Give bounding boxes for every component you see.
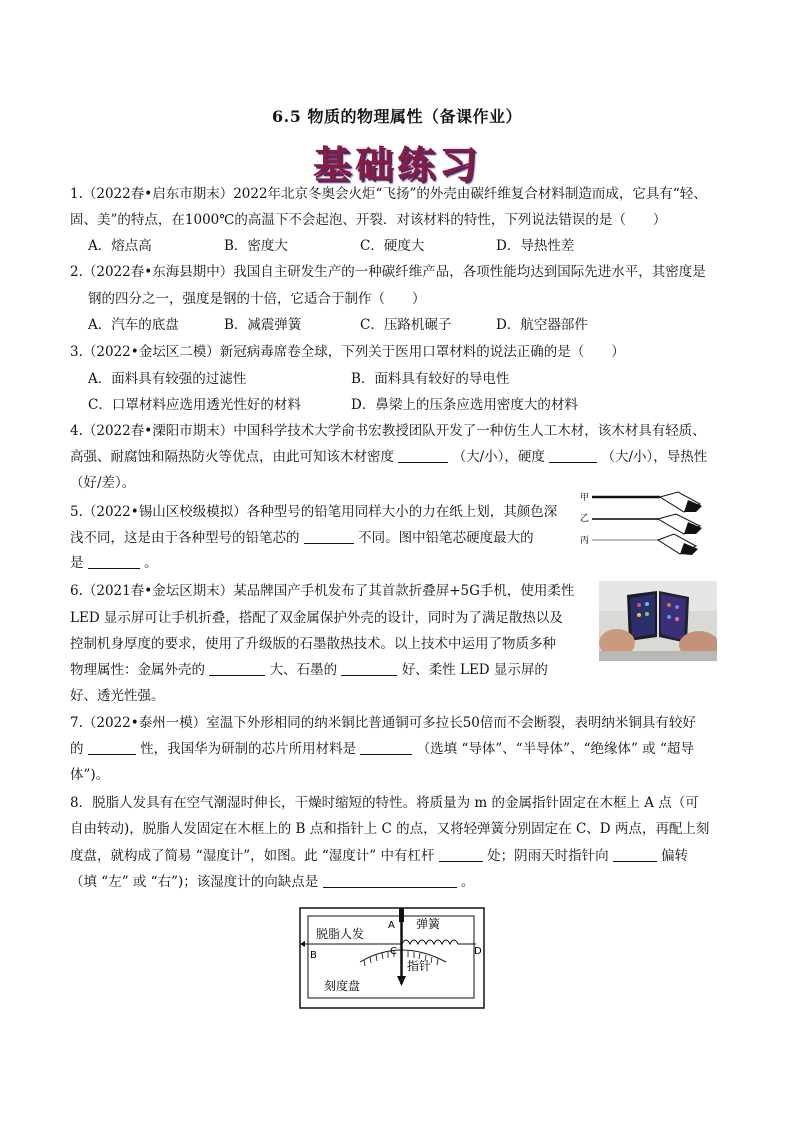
label-point-b: B xyxy=(310,950,317,961)
q3-options-row2 xyxy=(88,395,578,415)
q1-option-b[interactable]: B．密度大 xyxy=(224,238,288,254)
pencil-label-jia: 甲 xyxy=(580,493,590,503)
q3-options-row1 xyxy=(88,369,509,389)
label-pointer: 指针 xyxy=(407,959,432,973)
q2-option-d[interactable]: D．航空器部件 xyxy=(496,317,588,333)
q6-line5: 好、透光性强。 xyxy=(70,688,165,704)
q4-line2 xyxy=(70,447,707,467)
q1-option-c[interactable]: C．硬度大 xyxy=(360,238,425,254)
q5-line2 xyxy=(70,528,534,548)
q8-text-d: （填 “左” 或 “右”)；该湿度计的向缺点是 xyxy=(70,874,319,890)
q5-line1: 5.（2022•锡山区校级模拟）各种型号的铅笔用同样大小的力在纸上划，其颜色深 xyxy=(70,504,558,520)
q4-text-b: （大/小），硬度 xyxy=(452,449,545,465)
q5-blank-property[interactable] xyxy=(304,530,354,544)
q6-text-a: 物理属性：金属外壳的 xyxy=(70,662,205,678)
label-point-d: D xyxy=(474,946,482,957)
q8-line4 xyxy=(70,872,474,892)
q4-blank-density[interactable] xyxy=(398,449,448,463)
q1-line2: 固、美”的特点，在1000℃的高温下不会起泡、开裂．对该材料的特性，下列说法错误的是（ ） xyxy=(70,212,667,228)
hygrometer-diagram xyxy=(298,906,488,1010)
q8-blank-drawback[interactable] xyxy=(323,874,457,888)
pencils-figure xyxy=(578,488,718,556)
q4-line3: （好/差）。 xyxy=(70,475,136,491)
q6-line2: LED 显示屏可让手机折叠，搭配了双金属保护外壳的设计，同时为了满足散热以及 xyxy=(70,610,563,626)
pencil-label-yi: 乙 xyxy=(580,514,590,524)
pencil-yi xyxy=(592,514,702,534)
q7-blank-material[interactable] xyxy=(360,741,412,755)
q6-line4 xyxy=(70,660,548,680)
q1-option-d[interactable]: D．导热性差 xyxy=(496,238,575,254)
q1-option-a[interactable]: A．熔点高 xyxy=(88,238,152,254)
q8-blank-lever[interactable] xyxy=(439,848,483,862)
q8-blank-direction[interactable] xyxy=(613,848,657,862)
q8-line3 xyxy=(70,846,688,866)
q7-text-b: 性，我国华为研制的芯片所用材料是 xyxy=(140,741,357,757)
page-title: 6.5 物质的物理属性（备课作业） xyxy=(272,107,522,126)
q4-blank-hardness[interactable] xyxy=(549,449,597,463)
q7-line2 xyxy=(70,739,694,759)
q6-blank-graphite[interactable] xyxy=(341,662,397,676)
q8-text-c: 偏转 xyxy=(661,848,689,864)
q6-line3: 控制机身厚度的要求，使用了升级版的石墨散热技术。以上技术中运用了物质多种 xyxy=(70,636,556,652)
q5-blank-hardest[interactable] xyxy=(88,555,140,569)
q6-text-b: 大、石墨的 xyxy=(269,662,338,678)
q8-line2: 自由转动)，脱脂人发固定在木框上的 B 点和指针上 C 的点，又将轻弹簧分别固定在 C、D 两点，再配上刻 xyxy=(70,821,710,837)
label-scale: 刻度盘 xyxy=(324,979,361,993)
q8-text-b: 处；阴雨天时指针向 xyxy=(487,848,609,864)
label-spring: 弹簧 xyxy=(416,917,441,931)
q4-text-a: 高强、耐腐蚀和隔热防火等优点，由此可知该木材密度 xyxy=(70,449,394,465)
q7-blank-property[interactable] xyxy=(88,741,136,755)
q8-text-e: 。 xyxy=(460,874,475,890)
q7-text-c: （选填 “导体”、“半导体”、“绝缘体” 或 “超导 xyxy=(416,741,694,757)
q8-text-a: 度盘，就构成了简易 “湿度计”，如图。此 “湿度计” 中有杠杆 xyxy=(70,848,435,864)
q2-line1: 2.（2022春•东海县期中）我国自主研发生产的一种碳纤维产品，各项性能均达到国际先进水平，其密度是 xyxy=(70,264,706,280)
q8-line1: 8．脱脂人发具有在空气潮湿时伸长，干燥时缩短的特性。将质量为 m 的金属指针固定在木框上 A 点（可 xyxy=(70,795,699,811)
q3-option-a[interactable]: A．面料具有较强的过滤性 xyxy=(88,371,247,387)
q2-option-a[interactable]: A．汽车的底盘 xyxy=(88,317,179,333)
pencil-label-bing: 丙 xyxy=(580,536,590,546)
q3-option-b[interactable]: B．面料具有较好的导电性 xyxy=(351,371,510,387)
q2-options xyxy=(88,315,588,335)
q5-text-a: 浅不同，这是由于各种型号的铅笔芯的 xyxy=(70,530,300,546)
q5-line3 xyxy=(70,553,158,573)
section-banner: 基础练习 xyxy=(312,143,481,187)
label-point-c: C xyxy=(390,946,397,957)
q2-option-c[interactable]: C．压路机碾子 xyxy=(360,317,452,333)
pencil-bing xyxy=(592,534,698,555)
q6-text-c: 好、柔性 LED 显示屏的 xyxy=(401,662,548,678)
q6-blank-metal[interactable] xyxy=(209,662,265,676)
q7-text-a: 的 xyxy=(70,741,84,757)
pivot-a xyxy=(399,908,404,922)
label-hair: 脱脂人发 xyxy=(316,927,365,941)
q1-line1: 1.（2022春•启东市期末）2022年北京冬奥会火炬“飞扬”的外壳由碳纤维复合材料制造而成，它具有“轻、 xyxy=(70,186,707,202)
q5-text-c: 是 xyxy=(70,555,84,571)
q2-line2: 钢的四分之一，强度是钢的十倍，它适合于制作（ ） xyxy=(88,291,426,307)
pencil-jia xyxy=(592,492,702,512)
folding-phone-photo xyxy=(599,581,717,661)
q5-text-b: 不同。图中铅笔芯硬度最大的 xyxy=(358,530,534,546)
label-point-a: A xyxy=(388,920,395,931)
q3-line1: 3.（2022•金坛区二模）新冠病毒席卷全球，下列关于医用口罩材料的说法正确的是（ ） xyxy=(70,344,625,360)
q7-line3: 体”)。 xyxy=(70,767,110,783)
q6-line1: 6.（2021春•金坛区期末）某品牌国产手机发布了其首款折叠屏+5G手机，使用柔性 xyxy=(70,583,575,599)
q3-option-c[interactable]: C．口罩材料应选用透光性好的材料 xyxy=(88,397,301,413)
q3-option-d[interactable]: D．鼻梁上的压条应选用密度大的材料 xyxy=(351,397,578,413)
q1-options xyxy=(88,236,574,256)
q5-text-d: 。 xyxy=(144,555,158,571)
q4-line1: 4.（2022春•溧阳市期末）中国科学技术大学俞书宏教授团队开发了一种仿生人工木材，该木材具有轻质、 xyxy=(70,423,706,439)
q4-text-c: （大/小），导热性 xyxy=(601,449,708,465)
q2-option-b[interactable]: B．减震弹簧 xyxy=(224,317,302,333)
q7-line1: 7.（2022•泰州一模）室温下外形相同的纳米铜比普通铜可多拉长50倍而不会断裂，表明纳米铜具有较好 xyxy=(70,715,696,731)
